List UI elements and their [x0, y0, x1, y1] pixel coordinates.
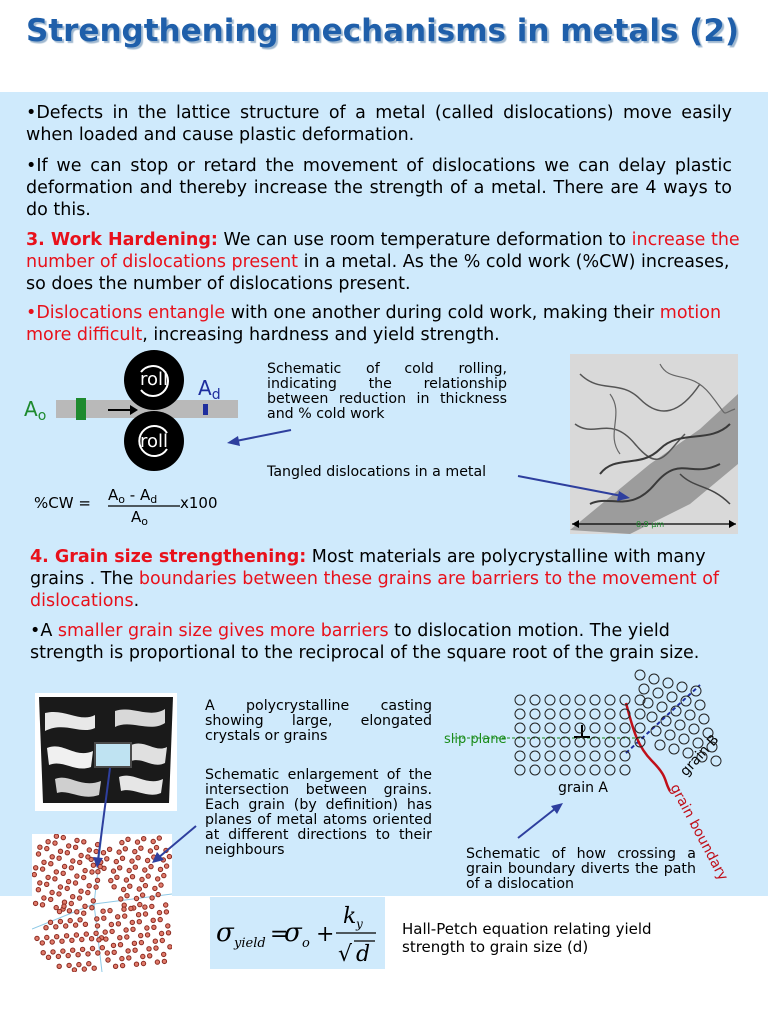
grain-a-atom	[590, 765, 600, 775]
grain-b-atom	[657, 702, 667, 712]
ad-label: $A_d$	[198, 376, 221, 403]
text-span: , increasing hardness and yield strength.	[142, 325, 500, 345]
grain-b-atom	[639, 684, 649, 694]
intro-paragraph-1: •Defects in the lattice structure of a metal (called dislocations) move easily when loaded and cause plastic deformation.	[26, 103, 732, 145]
highlight-span: increase the number of dislocations present	[26, 230, 740, 272]
grain-b-atom	[691, 686, 701, 696]
grain-a-atom	[530, 765, 540, 775]
k-symbol: k	[343, 904, 357, 929]
grain-a-atom	[590, 751, 600, 761]
grain-b-atom	[663, 678, 673, 688]
formula-numerator: $A_o - A_d$	[108, 486, 158, 506]
grain-b-atom	[651, 726, 661, 736]
text-span: We can use room temperature deformation to	[217, 230, 632, 250]
scale-bar-label: 0.9 μm	[636, 520, 665, 529]
top-roll-label: roll	[139, 369, 169, 390]
grain-b-atom	[635, 670, 645, 680]
grain-a-atom	[590, 695, 600, 705]
grain-a-atom	[530, 709, 540, 719]
hall-petch-equation-box	[210, 897, 385, 969]
k-subscript: y	[356, 917, 363, 931]
intro-paragraph-2: •If we can stop or retard the movement of dislocations we can delay plastic deformation and thereby increase the strength of a metal. There are 4 ways to do this.	[26, 156, 732, 220]
plus-sign: +	[316, 922, 335, 947]
grain-a-atom	[575, 765, 585, 775]
grain-a-atom	[575, 723, 585, 733]
grain-a-atom	[575, 751, 585, 761]
grain-a-atom	[605, 709, 615, 719]
text-span: to dislocation motion. The yield strength is proportional to the reciprocal of the square root of the grain size.	[30, 621, 700, 663]
grain-b-atom	[647, 712, 657, 722]
grain-a-atom	[560, 723, 570, 733]
grain-a-atom	[620, 765, 630, 775]
grain-a-atom	[635, 723, 645, 733]
text-span: in a metal. As the % cold work (%CW) increases, so does the number of dislocations present.	[26, 252, 730, 294]
grain-a-atom	[560, 695, 570, 705]
grain-a-atom	[590, 723, 600, 733]
text-span: .	[133, 591, 140, 611]
grain-a-atom	[530, 751, 540, 761]
grain-b-atom	[699, 714, 709, 724]
grain-a-atom	[605, 695, 615, 705]
grain-a-atom	[515, 751, 525, 761]
grain-a-atom	[605, 765, 615, 775]
yield-subscript: yield	[234, 936, 266, 951]
grain-b-atom	[661, 716, 671, 726]
d-symbol: d	[356, 942, 371, 967]
grain-b-atom	[681, 696, 691, 706]
grain-a-atom	[635, 709, 645, 719]
grain-a-atom	[605, 723, 615, 733]
arrow-to-enlargement	[98, 768, 110, 860]
grain-b-atom	[675, 720, 685, 730]
grain-a-atom	[515, 765, 525, 775]
sigma-symbol: σ	[216, 918, 234, 948]
caption-slip-diagram: Schematic of how crossing a grain boundary diverts the path of a dislocation	[466, 846, 696, 892]
grain-b-atom	[653, 688, 663, 698]
grain-b-label: grain B	[677, 731, 723, 780]
arrow-to-rolling	[236, 430, 291, 441]
hall-petch-caption: Hall-Petch equation relating yield strength to grain size (d)	[402, 920, 652, 956]
arrow-head	[617, 491, 630, 501]
highlight-span: motion more difficult	[26, 303, 722, 345]
grain-a-atom	[515, 695, 525, 705]
caption-cold-rolling: Schematic of cold rolling, indicating the relationship between reduction in thickness and % cold work	[267, 361, 507, 422]
grain-b-atom	[679, 734, 689, 744]
grain-a-atom	[560, 751, 570, 761]
hall-petch-equation	[210, 897, 385, 969]
grain-a-atom	[620, 751, 630, 761]
sqrt-symbol: √	[338, 942, 353, 967]
grain-b-atom	[667, 692, 677, 702]
sigma-o-symbol: σ	[284, 918, 302, 948]
arrow-head	[227, 436, 240, 446]
arrow-to-micrograph	[518, 476, 622, 496]
page-title: Strengthening mechanisms in metals (2)	[26, 13, 740, 49]
formula-tail: x100	[180, 494, 218, 512]
grain-a-atom	[620, 723, 630, 733]
caption-casting: A polycrystalline casting showing large, elongated crystals or grains	[205, 698, 432, 744]
grain-a-atom	[605, 751, 615, 761]
highlight-span: smaller grain size gives more barriers	[57, 621, 389, 641]
grain-b-atom	[711, 756, 721, 766]
grain-b-atom	[677, 682, 687, 692]
grain-a-atom	[545, 723, 555, 733]
grain-b-atom	[689, 724, 699, 734]
equals-sign: =	[270, 922, 289, 947]
grain-a-atom	[560, 765, 570, 775]
ao-label: $A_o$	[24, 397, 47, 424]
grain-a-atom	[515, 723, 525, 733]
grain-a-atom	[545, 765, 555, 775]
o-subscript: o	[302, 936, 310, 951]
highlight-span: •Dislocations entangle	[26, 303, 226, 323]
grain-a-atom	[560, 709, 570, 719]
grain-a-atom	[575, 709, 585, 719]
grain-a-atom	[575, 695, 585, 705]
grain-size-heading: 4. Grain size strengthening:	[30, 547, 307, 567]
grain-a-atom	[530, 695, 540, 705]
grain-b-atom	[649, 674, 659, 684]
grain-a-atom	[590, 709, 600, 719]
formula-lhs: %CW =	[34, 494, 91, 512]
caption-tangled-dislocations: Tangled dislocations in a metal	[267, 464, 487, 480]
grain-a-atom	[545, 695, 555, 705]
arrow-head	[93, 857, 103, 868]
grain-a-label: grain A	[558, 780, 609, 796]
text-span: Most materials are polycrystalline with many grains . The	[30, 547, 706, 589]
text-span: with one another during cold work, making their	[225, 303, 660, 323]
grain-a-atom	[515, 709, 525, 719]
text-span: •A	[30, 621, 58, 641]
arrow-from-caption	[158, 826, 196, 858]
grain-b-atom	[665, 730, 675, 740]
caption-enlargement: Schematic enlargement of the intersection between grains. Each grain (by definition) has planes of metal atoms oriented at different directions to their neighbours	[205, 767, 432, 858]
highlight-span: boundaries between these grains are barriers to the movement of dislocations	[30, 569, 720, 611]
bottom-roll-label: roll	[139, 431, 169, 452]
grain-a-atom	[530, 723, 540, 733]
grain-b-atom	[685, 710, 695, 720]
grain-boundary-label: grain boundary	[666, 781, 731, 884]
grain-b-atom	[669, 744, 679, 754]
grain-b-atom	[695, 700, 705, 710]
grain-b-atom	[655, 740, 665, 750]
grain-a-atom	[545, 709, 555, 719]
grain-a-atom	[545, 751, 555, 761]
grain-b-atom	[671, 706, 681, 716]
work-hardening-heading: 3. Work Hardening:	[26, 230, 218, 250]
slip-plane-label: slip plane	[444, 732, 507, 747]
formula-denominator: $A_o$	[131, 508, 148, 528]
